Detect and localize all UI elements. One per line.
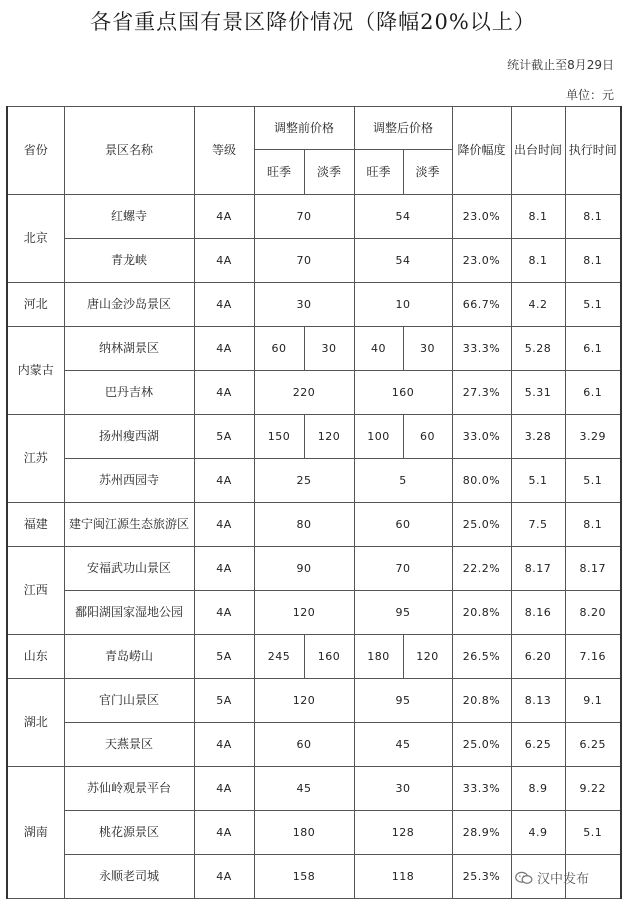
header-before-peak: 旺季 — [254, 150, 304, 195]
effective-date: 8.20 — [565, 591, 621, 635]
after-off-price: 30 — [403, 327, 452, 371]
after-peak-price: 100 — [354, 415, 403, 459]
header-after-off: 淡季 — [403, 150, 452, 195]
province-cell: 江苏 — [7, 415, 64, 503]
effective-date: 5.1 — [565, 283, 621, 327]
table-row — [7, 547, 621, 591]
drop-rate: 27.3% — [452, 371, 511, 415]
scenic-name: 红螺寺 — [64, 195, 194, 239]
after-price: 60 — [354, 503, 452, 547]
before-price: 180 — [254, 811, 354, 855]
drop-rate: 25.0% — [452, 503, 511, 547]
grade-cell: 4A — [194, 283, 254, 327]
effective-date: 8.1 — [565, 239, 621, 283]
effective-date: 8.1 — [565, 503, 621, 547]
after-price: 30 — [354, 767, 452, 811]
drop-rate: 26.5% — [452, 635, 511, 679]
before-peak-price: 60 — [254, 327, 304, 371]
grade-cell: 4A — [194, 503, 254, 547]
scenic-name: 桃花源景区 — [64, 811, 194, 855]
province-cell: 江西 — [7, 547, 64, 635]
scenic-name: 唐山金沙岛景区 — [64, 283, 194, 327]
province-cell: 河北 — [7, 283, 64, 327]
before-price: 45 — [254, 767, 354, 811]
grade-cell: 5A — [194, 635, 254, 679]
drop-rate: 80.0% — [452, 459, 511, 503]
grade-cell: 4A — [194, 811, 254, 855]
scenic-name: 苏州西园寺 — [64, 459, 194, 503]
table-row — [7, 239, 621, 283]
issue-date: 5.28 — [511, 327, 565, 371]
effective-date: 6.25 — [565, 723, 621, 767]
scenic-name: 安福武功山景区 — [64, 547, 194, 591]
stat-date: 统计截止至8月29日 — [507, 58, 614, 72]
table-row — [7, 459, 621, 503]
issue-date: 4.2 — [511, 283, 565, 327]
table-row — [7, 371, 621, 415]
grade-cell: 4A — [194, 459, 254, 503]
issue-date: 8.1 — [511, 195, 565, 239]
effective-date: 7.16 — [565, 635, 621, 679]
grade-cell: 4A — [194, 371, 254, 415]
before-off-price: 120 — [304, 415, 354, 459]
header-effective: 执行时间 — [565, 107, 621, 195]
header-name: 景区名称 — [64, 107, 194, 195]
province-cell: 内蒙古 — [7, 327, 64, 415]
table-row — [7, 327, 621, 371]
issue-date: 8.1 — [511, 239, 565, 283]
drop-rate: 20.8% — [452, 591, 511, 635]
grade-cell: 4A — [194, 767, 254, 811]
wechat-icon — [515, 871, 533, 885]
province-cell: 北京 — [7, 195, 64, 283]
before-price: 120 — [254, 679, 354, 723]
after-price: 54 — [354, 239, 452, 283]
table-row — [7, 723, 621, 767]
scenic-name: 官门山景区 — [64, 679, 194, 723]
table-row — [7, 415, 621, 459]
after-price: 5 — [354, 459, 452, 503]
scenic-name: 天燕景区 — [64, 723, 194, 767]
before-price: 90 — [254, 547, 354, 591]
page-title: 各省重点国有景区降价情况（降幅20%以上） — [90, 10, 536, 34]
province-cell: 福建 — [7, 503, 64, 547]
table-body — [7, 195, 621, 899]
header-grade: 等级 — [194, 107, 254, 195]
table-row — [7, 283, 621, 327]
effective-date: 9.1 — [565, 679, 621, 723]
before-price: 60 — [254, 723, 354, 767]
issue-date: 4.9 — [511, 811, 565, 855]
before-price: 25 — [254, 459, 354, 503]
after-peak-price: 180 — [354, 635, 403, 679]
effective-date: 6.1 — [565, 371, 621, 415]
after-price: 54 — [354, 195, 452, 239]
table-row — [7, 635, 621, 679]
table-row — [7, 591, 621, 635]
watermark — [515, 868, 589, 887]
scenic-name: 青岛崂山 — [64, 635, 194, 679]
header-drop: 降价幅度 — [452, 107, 511, 195]
watermark-text: 汉中发布 — [537, 872, 590, 887]
before-price: 220 — [254, 371, 354, 415]
drop-rate: 22.2% — [452, 547, 511, 591]
issue-date: 7.5 — [511, 503, 565, 547]
effective-date: 9.22 — [565, 767, 621, 811]
table-row — [7, 195, 621, 239]
effective-date: 5.1 — [565, 459, 621, 503]
before-price: 70 — [254, 195, 354, 239]
issue-date: 5.31 — [511, 371, 565, 415]
price-table — [6, 106, 622, 899]
before-off-price: 30 — [304, 327, 354, 371]
after-price: 45 — [354, 723, 452, 767]
drop-rate: 23.0% — [452, 195, 511, 239]
drop-rate: 25.3% — [452, 855, 511, 899]
header-after: 调整后价格 — [354, 107, 452, 150]
after-price: 95 — [354, 591, 452, 635]
effective-date: 3.29 — [565, 415, 621, 459]
drop-rate: 33.0% — [452, 415, 511, 459]
grade-cell: 5A — [194, 415, 254, 459]
before-peak-price: 245 — [254, 635, 304, 679]
after-price: 95 — [354, 679, 452, 723]
issue-date: 8.17 — [511, 547, 565, 591]
scenic-name: 巴丹吉林 — [64, 371, 194, 415]
issue-date: 5.1 — [511, 459, 565, 503]
effective-date: 5.1 — [565, 811, 621, 855]
grade-cell: 4A — [194, 591, 254, 635]
issue-date: 8.9 — [511, 767, 565, 811]
issue-date: 3.28 — [511, 415, 565, 459]
after-price: 160 — [354, 371, 452, 415]
header-issue: 出台时间 — [511, 107, 565, 195]
before-price: 30 — [254, 283, 354, 327]
province-cell: 湖北 — [7, 679, 64, 767]
issue-date: 8.13 — [511, 679, 565, 723]
after-off-price: 120 — [403, 635, 452, 679]
grade-cell: 5A — [194, 679, 254, 723]
drop-rate: 33.3% — [452, 327, 511, 371]
issue-date: 8.16 — [511, 591, 565, 635]
grade-cell: 4A — [194, 855, 254, 899]
effective-date: 8.17 — [565, 547, 621, 591]
scenic-name: 建宁闽江源生态旅游区 — [64, 503, 194, 547]
drop-rate: 66.7% — [452, 283, 511, 327]
table-row — [7, 679, 621, 723]
grade-cell: 4A — [194, 195, 254, 239]
effective-date: 8.1 — [565, 195, 621, 239]
before-price: 158 — [254, 855, 354, 899]
scenic-name: 苏仙岭观景平台 — [64, 767, 194, 811]
province-cell: 山东 — [7, 635, 64, 679]
table-row — [7, 811, 621, 855]
drop-rate: 25.0% — [452, 723, 511, 767]
header-before-off: 淡季 — [304, 150, 354, 195]
after-price: 118 — [354, 855, 452, 899]
after-price: 10 — [354, 283, 452, 327]
before-off-price: 160 — [304, 635, 354, 679]
scenic-name: 纳林湖景区 — [64, 327, 194, 371]
drop-rate: 23.0% — [452, 239, 511, 283]
drop-rate: 28.9% — [452, 811, 511, 855]
grade-cell: 4A — [194, 327, 254, 371]
grade-cell: 4A — [194, 239, 254, 283]
after-off-price: 60 — [403, 415, 452, 459]
province-cell: 湖南 — [7, 767, 64, 899]
header-before: 调整前价格 — [254, 107, 354, 150]
before-price: 80 — [254, 503, 354, 547]
table-row — [7, 767, 621, 811]
header-after-peak: 旺季 — [354, 150, 403, 195]
unit-label: 单位：元 — [565, 88, 614, 102]
effective-date: 6.1 — [565, 327, 621, 371]
before-price: 120 — [254, 591, 354, 635]
issue-date: 6.25 — [511, 723, 565, 767]
grade-cell: 4A — [194, 547, 254, 591]
scenic-name: 鄱阳湖国家湿地公园 — [64, 591, 194, 635]
after-price: 70 — [354, 547, 452, 591]
drop-rate: 33.3% — [452, 767, 511, 811]
drop-rate: 20.8% — [452, 679, 511, 723]
scenic-name: 青龙峡 — [64, 239, 194, 283]
before-peak-price: 150 — [254, 415, 304, 459]
after-peak-price: 40 — [354, 327, 403, 371]
scenic-name: 永顺老司城 — [64, 855, 194, 899]
grade-cell: 4A — [194, 723, 254, 767]
before-price: 70 — [254, 239, 354, 283]
header-province: 省份 — [7, 107, 64, 195]
table-row — [7, 503, 621, 547]
scenic-name: 扬州瘦西湖 — [64, 415, 194, 459]
issue-date: 6.20 — [511, 635, 565, 679]
after-price: 128 — [354, 811, 452, 855]
